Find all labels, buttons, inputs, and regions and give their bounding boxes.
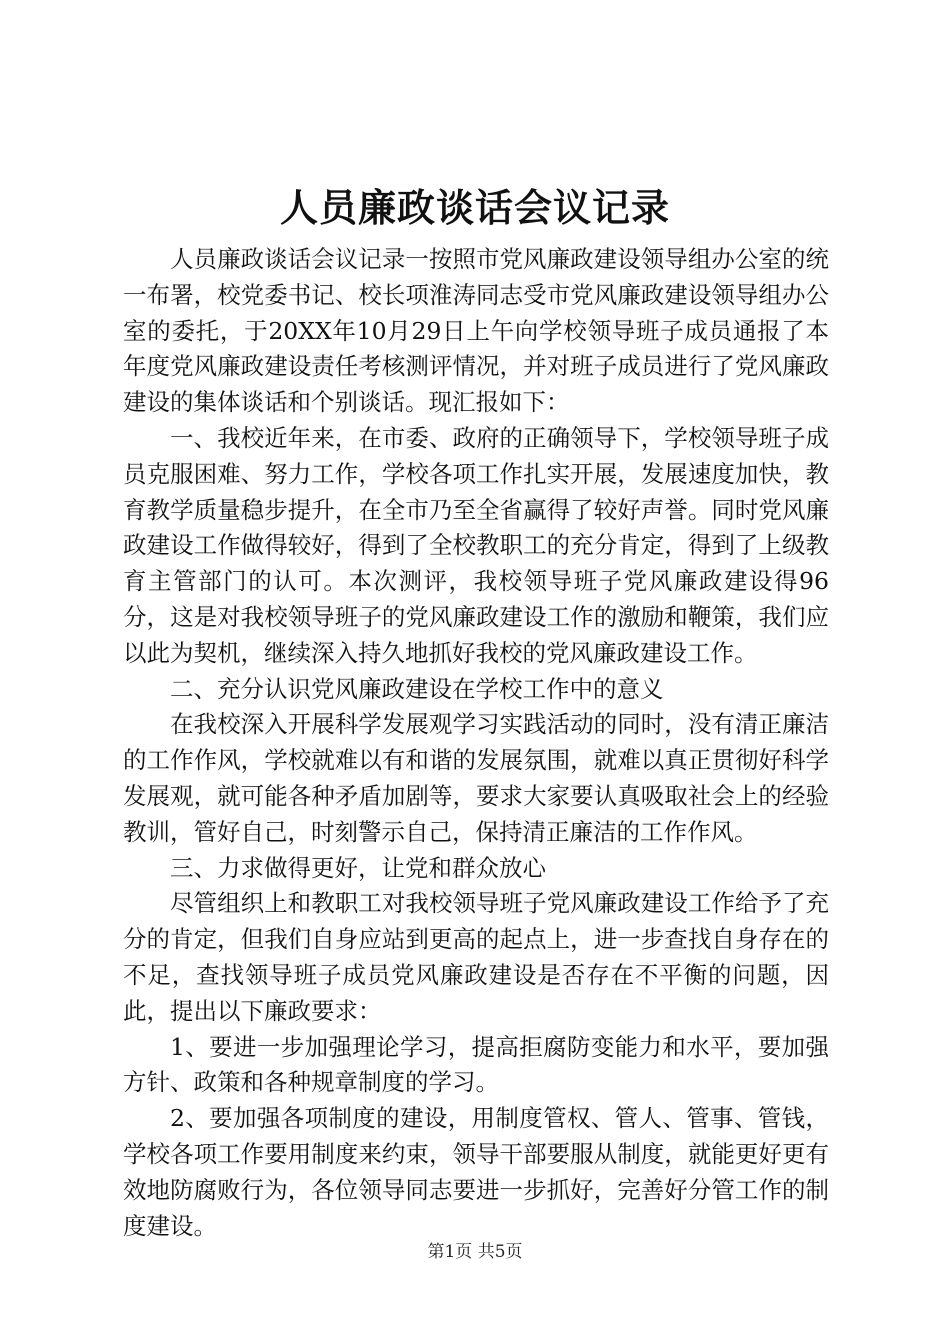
paragraph-section-3: 尽管组织上和教职工对我校领导班子党风廉政建设工作给予了充分的肯定，但我们自身应站到更高的起点上，进一步查找自身存在的不足，查找领导班子成员党风廉政建设是否存在不平衡的问题，因此，提出以下廉政要求：	[123, 889, 829, 1025]
list-item-2: 2、要加强各项制度的建设，用制度管权、管人、管事、管钱，学校各项工作要用制度来约束，领导干部要服从制度，就能更好更有效地防腐败行为，各位领导同志要进一步抓好，完善好分管工作的制度建设。	[123, 1104, 829, 1240]
page-footer: 第1页 共5页	[427, 1242, 523, 1262]
document-title: 人员廉政谈话会议记录	[279, 185, 670, 230]
heading-section-2: 二、充分认识党风廉政建设在学校工作中的意义	[170, 674, 664, 703]
paragraph-intro: 人员廉政谈话会议记录一按照市党风廉政建设领导组办公室的统一布署，校党委书记、校长项淮涛同志受市党风廉政建设领导组办公室的委托，于20XX年10月29日上午向学校领导班子成员通报了本年度党风廉政建设责任考核测评情况，并对班子成员进行了党风廉政建设的集体谈话和个别谈话。现汇报如下：	[123, 245, 829, 417]
paragraph-section-1: 一、我校近年来，在市委、政府的正确领导下，学校领导班子成员克服困难、努力工作，学校各项工作扎实开展，发展速度加快，教育教学质量稳步提升，在全市乃至全省赢得了较好声誉。同时党风廉政建设工作做得较好，得到了全校教职工的充分肯定，得到了上级教育主管部门的认可。本次测评，我校领导班子党风廉政建设得96分，这是对我校领导班子的党风廉政建设工作的激励和鞭策，我们应以此为契机，继续深入持久地抓好我校的党风廉政建设工作。	[123, 423, 829, 667]
document-body	[123, 242, 829, 1244]
paragraph-section-2: 在我校深入开展科学发展观学习实践活动的同时，没有清正廉洁的工作作风，学校就难以有和谐的发展氛围，就难以真正贯彻好科学发展观，就可能各种矛盾加剧等，要求大家要认真吸取社会上的经验教训，管好自己，时刻警示自己，保持清正廉洁的工作作风。	[123, 710, 829, 846]
list-item-1: 1、要进一步加强理论学习，提高拒腐防变能力和水平，要加强方针、政策和各种规章制度的学习。	[123, 1032, 829, 1097]
heading-section-3: 三、力求做得更好，让党和群众放心	[170, 853, 546, 882]
